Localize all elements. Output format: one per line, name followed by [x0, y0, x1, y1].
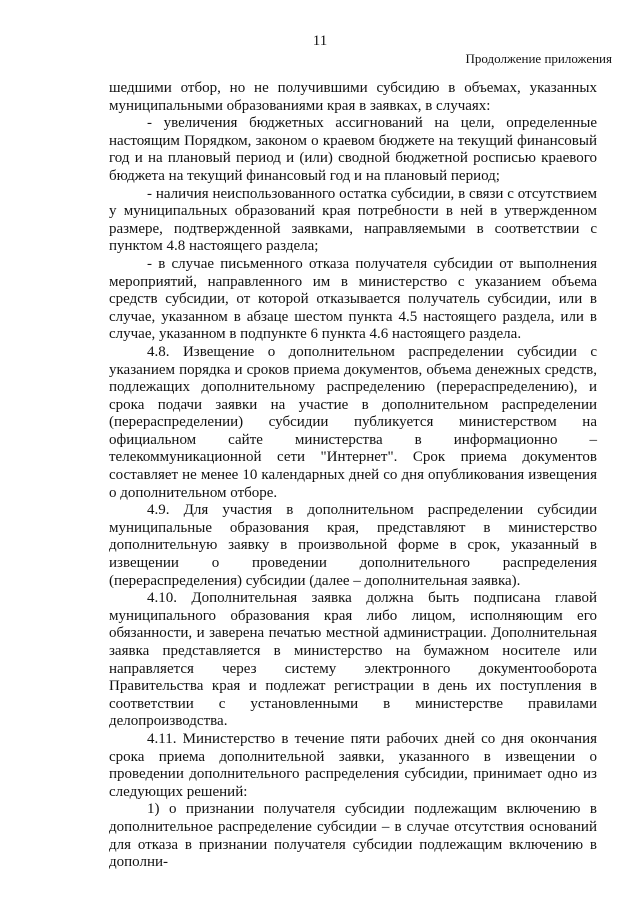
paragraph-item-1: 1) о признании получателя субсидии подлежащим включению в дополнительное распределение субсидии – в случае отсутствия оснований для отказа в признании получателя субсидии подлежащим включению в дополни-	[109, 801, 597, 871]
paragraph-4-10: 4.10. Дополнительная заявка должна быть подписана главой муниципального образования края либо лицом, исполняющим его обязанности, и заверена печатью местной администрации. Дополнительная заявка представляется в министерство на бумажном носителе или направляется через систему электронного документооборота Правительства края и подлежат регистрации в день их поступления в соответствии с установленными в министерстве правилами делопроизводства.	[109, 590, 597, 730]
paragraph-continuation: шедшими отбор, но не получившими субсидию в объемах, указанных муниципальными образованиями края в заявках, в случаях:	[109, 80, 597, 114]
paragraph-4-9: 4.9. Для участия в дополнительном распределении субсидии муниципальные образования края, представляют в министерство дополнительную заявку в произвольной форме в срок, указанный в извещении о проведении дополнительного распределения (перераспределения) субсидии (далее – дополнительная заявка).	[109, 502, 597, 589]
paragraph-bullet-2: - наличия неиспользованного остатка субсидии, в связи с отсутствием у муниципальных образований края потребности в ней в утвержденном размере, подтвержденной заявками, направляемыми в соответствии с пунктом 4.8 настоящего раздела;	[109, 185, 597, 255]
paragraph-bullet-3: - в случае письменного отказа получателя субсидии от выполнения мероприятий, направленного им в министерство с указанием объема средств субсидии, от которой отказывается получатель субсидии, или в случае, указанном в абзаце шестом пункта 4.5 настоящего раздела, или в случае, указанном в подпункте 6 пункта 4.6 настоящего раздела.	[109, 255, 597, 343]
header-note: Продолжение приложения	[465, 51, 612, 66]
paragraph-4-11: 4.11. Министерство в течение пяти рабочих дней со дня окончания срока приема дополнительной заявки, указанного в извещении о проведении дополнительного распределения субсидии, принимает одно из следующих решений:	[109, 730, 597, 800]
page-number: 11	[312, 33, 328, 49]
paragraph-bullet-1: - увеличения бюджетных ассигнований на цели, определенные настоящим Порядком, законом о краевом бюджете на текущий финансовый год и на плановый период и (или) сводной бюджетной росписью краевого бюджета на текущий финансовый год и на плановый период;	[109, 115, 597, 184]
paragraph-4-8: 4.8. Извещение о дополнительном распределении субсидии с указанием порядка и сроков приема документов, объема денежных средств, подлежащих дополнительному распределению (перераспределению), и срока подачи заявки на участие в дополнительном распределении (перераспределении) субсидии публикуется министерством на официальном сайте министерства в информационно – телекоммуникационной сети "Интернет". Срок приема документов составляет не менее 10 календарных дней со дня опубликования извещения о дополнительном отборе.	[109, 343, 597, 501]
document-body	[109, 80, 597, 872]
